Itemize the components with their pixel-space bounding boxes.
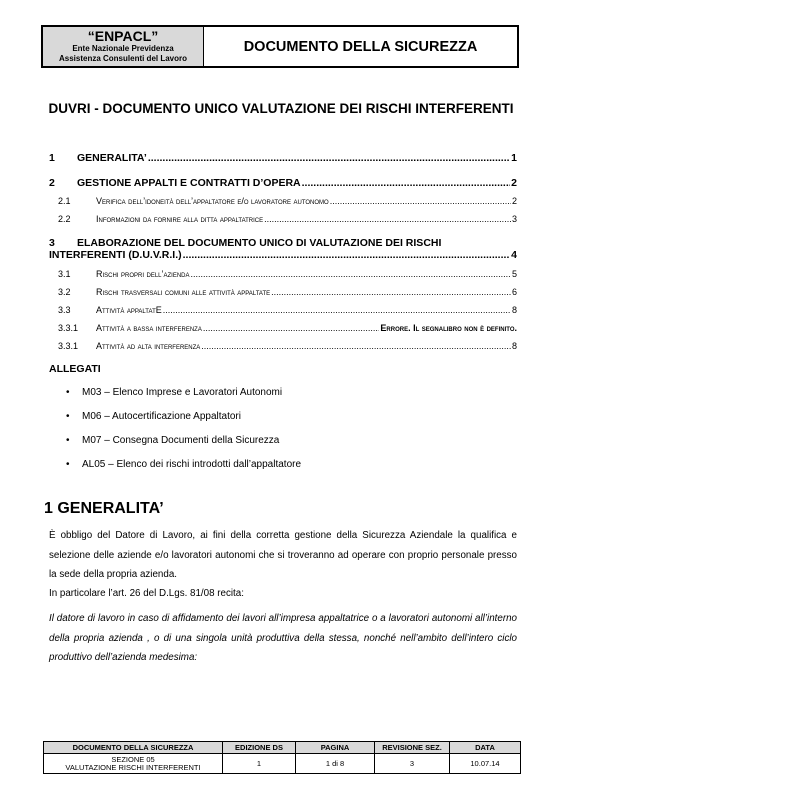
footer-data: 10.07.14 <box>450 754 521 774</box>
toc-label-line-1: ELABORAZIONE DEL DOCUMENTO UNICO DI VALUTAZIONE DEI RISCHI <box>77 237 442 249</box>
footer-edizione: 1 <box>223 754 296 774</box>
section-heading: 1 GENERALITA’ <box>44 500 164 517</box>
toc-entry[interactable] <box>49 287 517 297</box>
footer-header-cell: DATA <box>450 742 521 754</box>
toc-leader <box>330 196 511 206</box>
toc-page: 8 <box>511 305 517 315</box>
toc-page-error: Errore. Il segnalibro non è definito. <box>380 323 517 333</box>
bullet-icon: • <box>66 459 70 470</box>
toc-entry[interactable] <box>49 323 517 333</box>
toc-page: 2 <box>511 177 517 189</box>
footer-revisione: 3 <box>375 754 450 774</box>
document-type: DOCUMENTO DELLA SICUREZZA <box>243 38 478 55</box>
footer-header-cell: REVISIONE SEZ. <box>375 742 450 754</box>
bullet-icon: • <box>66 387 70 398</box>
toc-label: Attività ad alta interferenza <box>96 341 201 351</box>
toc-entry[interactable] <box>49 237 517 261</box>
toc-leader <box>203 323 380 333</box>
organization-name: “ENPACL” <box>87 28 159 44</box>
footer-header-cell: DOCUMENTO DELLA SICUREZZA <box>44 742 223 754</box>
toc-number: 1 <box>49 152 55 164</box>
footer-section-line-1: SEZIONE 05 <box>111 754 155 764</box>
organization-line-2: Assistenza Consulenti del Lavoro <box>58 54 188 63</box>
toc-entry[interactable] <box>49 269 517 279</box>
allegato-label: M07 – Consegna Documenti della Sicurezza <box>82 435 280 446</box>
toc-label: GENERALITA’ <box>77 152 147 164</box>
footer-data-row <box>44 754 521 774</box>
toc-entry[interactable] <box>49 152 517 164</box>
list-item <box>66 435 301 459</box>
toc-entry[interactable] <box>49 341 517 351</box>
document-title: DUVRI - DOCUMENTO UNICO VALUTAZIONE DEI RISCHI INTERFERENTI <box>48 101 514 116</box>
footer-header-row <box>44 742 521 754</box>
allegati-heading: ALLEGATI <box>49 363 101 375</box>
bullet-icon: • <box>66 411 70 422</box>
toc-number: 3 <box>49 237 55 249</box>
allegato-label: M06 – Autocertificazione Appaltatori <box>82 411 241 422</box>
toc-leader <box>302 177 511 189</box>
toc-label: Rischi propri dell’azienda <box>96 269 190 279</box>
list-item <box>66 387 301 411</box>
toc-page: 3 <box>511 214 517 224</box>
allegato-label: AL05 – Elenco dei rischi introdotti dall’appaltatore <box>82 459 302 470</box>
organization-line-1: Ente Nazionale Previdenza <box>72 44 174 53</box>
footer-header-cell: PAGINA <box>296 742 375 754</box>
toc-leader <box>163 305 511 315</box>
footer-section-line-2: VALUTAZIONE RISCHI INTERFERENTI <box>65 762 201 772</box>
list-item <box>66 459 301 483</box>
toc-leader <box>271 287 511 297</box>
toc-entry[interactable] <box>49 214 517 224</box>
toc-leader <box>264 214 511 224</box>
toc-page: 1 <box>511 152 517 164</box>
toc-entry[interactable] <box>49 196 517 206</box>
footer-header-cell: EDIZIONE DS <box>223 742 296 754</box>
toc-label: Attività a bassa interferenza <box>96 323 202 333</box>
footer-pagina: 1 di 8 <box>296 754 375 774</box>
allegato-label: M03 – Elenco Imprese e Lavoratori Autonomi <box>82 387 283 398</box>
toc-page: 8 <box>511 341 517 351</box>
toc-leader <box>201 341 511 351</box>
toc-leader <box>191 269 511 279</box>
toc-number: 3.1 <box>58 269 71 279</box>
toc-number: 3.2 <box>58 287 71 297</box>
toc-number: 3.3 <box>58 305 71 315</box>
toc-entry[interactable] <box>49 177 517 189</box>
paragraph-quote: Il datore di lavoro in caso di affidamento dei lavori all’impresa appaltatrice o a lavoratori autonomi all’interno della propria azienda , o di una singola unità produttiva della stessa, nonché nell’ambito dell’intero ciclo produttivo dell’azienda medesima: <box>49 613 517 663</box>
paragraph-article: In particolare l’art. 26 del D.Lgs. 81/08 recita: <box>49 588 244 599</box>
toc-label-line-2: INTERFERENTI (D.U.V.R.I.) <box>49 249 182 261</box>
paragraph-obligation: È obbligo del Datore di Lavoro, ai fini della corretta gestione della Sicurezza Aziendale la qualifica e selezione delle aziende e/o lavoratori autonomi che si troveranno ad operare con proprio personale presso la sede della propria azienda. <box>49 530 517 580</box>
toc-number: 2 <box>49 177 55 189</box>
toc-label: Attività appaltatE <box>96 305 162 315</box>
toc-number: 2.1 <box>58 196 71 206</box>
toc-number: 2.2 <box>58 214 71 224</box>
footer-table <box>43 741 521 774</box>
toc-leader <box>183 249 511 261</box>
toc-page: 2 <box>511 196 517 206</box>
organization-block <box>43 27 204 66</box>
allegati-list <box>66 387 301 483</box>
footer-section-cell <box>44 754 223 774</box>
toc-page: 4 <box>511 249 517 261</box>
toc-page: 6 <box>511 287 517 297</box>
toc-leader <box>148 152 510 164</box>
document-header <box>41 25 519 68</box>
toc-page: 5 <box>511 269 517 279</box>
toc-label: GESTIONE APPALTI E CONTRATTI D’OPERA <box>77 177 301 189</box>
bullet-icon: • <box>66 435 70 446</box>
toc-number: 3.3.1 <box>58 341 79 351</box>
toc-label: Rischi trasversali comuni alle attività appaltate <box>96 287 271 297</box>
toc-entry[interactable] <box>49 305 517 315</box>
list-item <box>66 411 301 435</box>
toc-number: 3.3.1 <box>58 323 79 333</box>
toc-label: Informazioni da fornire alla ditta appaltatrice <box>96 214 264 224</box>
toc-label: Verifica dell’idoneità dell’appaltatore e/o lavoratore autonomo <box>96 196 329 206</box>
